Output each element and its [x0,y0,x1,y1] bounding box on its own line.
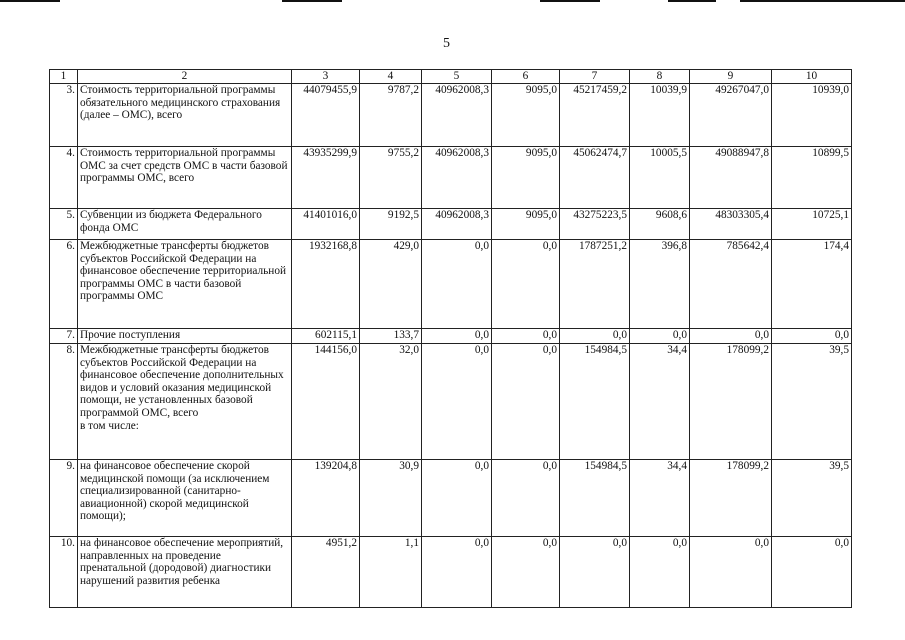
top-rule-2 [282,0,342,2]
value-cell: 154984,5 [560,460,630,537]
row-label: Межбюджетные трансферты бюджетов субъектов Российской Федерации на финансовое обеспечение территориальной программы ОМС в части базовой программы ОМС [78,240,292,329]
header-cell: 10 [772,70,852,84]
value-cell: 785642,4 [690,240,772,329]
value-cell: 396,8 [630,240,690,329]
header-cell: 3 [292,70,360,84]
value-cell: 9787,2 [360,84,422,147]
value-cell: 0,0 [422,329,492,344]
value-cell: 9755,2 [360,147,422,209]
value-cell: 45062474,7 [560,147,630,209]
row-number: 9. [50,460,78,537]
row-label: на финансовое обеспечение скорой медицинской помощи (за исключением специализированной (санитарно-авиационной) скорой медицинской помощи); [78,460,292,537]
row-number: 7. [50,329,78,344]
row-label: Прочие поступления [78,329,292,344]
value-cell: 40962008,3 [422,147,492,209]
value-cell: 10039,9 [630,84,690,147]
value-cell: 0,0 [560,537,630,608]
row-label: на финансовое обеспечение мероприятий, направленных на проведение пренатальной (дородовой) диагностики нарушений развития ребенка [78,537,292,608]
value-cell: 174,4 [772,240,852,329]
value-cell: 178099,2 [690,460,772,537]
value-cell: 139204,8 [292,460,360,537]
value-cell: 9095,0 [492,147,560,209]
value-cell: 40962008,3 [422,84,492,147]
top-rule-1 [0,0,60,2]
value-cell: 32,0 [360,344,422,460]
row-label: Стоимость территориальной программы обязательного медицинского страхования (далее – ОМС), всего [78,84,292,147]
value-cell: 1,1 [360,537,422,608]
value-cell: 39,5 [772,460,852,537]
value-cell: 154984,5 [560,344,630,460]
value-cell: 144156,0 [292,344,360,460]
header-row [50,70,852,84]
header-cell: 2 [78,70,292,84]
value-cell: 0,0 [630,329,690,344]
value-cell: 0,0 [422,537,492,608]
value-cell: 9192,5 [360,209,422,240]
table-row [50,240,852,329]
top-rule-4 [668,0,716,2]
row-number: 10. [50,537,78,608]
value-cell: 0,0 [630,537,690,608]
value-cell: 133,7 [360,329,422,344]
value-cell: 0,0 [492,460,560,537]
value-cell: 30,9 [360,460,422,537]
value-cell: 0,0 [422,460,492,537]
value-cell: 45217459,2 [560,84,630,147]
value-cell: 0,0 [690,329,772,344]
row-label: Межбюджетные трансферты бюджетов субъектов Российской Федерации на финансовое обеспечение дополнительных видов и условий оказания медицинской помощи, не установленных базовой программой ОМС, всего в том числе: [78,344,292,460]
value-cell: 0,0 [690,537,772,608]
header-cell: 8 [630,70,690,84]
value-cell: 34,4 [630,344,690,460]
row-number: 8. [50,344,78,460]
value-cell: 49088947,8 [690,147,772,209]
value-cell: 44079455,9 [292,84,360,147]
value-cell: 178099,2 [690,344,772,460]
value-cell: 43935299,9 [292,147,360,209]
value-cell: 0,0 [492,240,560,329]
row-number: 5. [50,209,78,240]
value-cell: 0,0 [492,344,560,460]
row-label: Субвенции из бюджета Федерального фонда ОМС [78,209,292,240]
value-cell: 1932168,8 [292,240,360,329]
value-cell: 429,0 [360,240,422,329]
row-number: 3. [50,84,78,147]
table-row [50,460,852,537]
table-row [50,209,852,240]
value-cell: 9608,6 [630,209,690,240]
table-row [50,329,852,344]
row-label: Стоимость территориальной программы ОМС за счет средств ОМС в части базовой программы ОМС, всего [78,147,292,209]
value-cell: 40962008,3 [422,209,492,240]
value-cell: 10899,5 [772,147,852,209]
value-cell: 0,0 [492,329,560,344]
value-cell: 49267047,0 [690,84,772,147]
page-number: 5 [443,36,450,51]
header-cell: 1 [50,70,78,84]
value-cell: 0,0 [422,240,492,329]
value-cell: 0,0 [772,329,852,344]
value-cell: 10005,5 [630,147,690,209]
table-row [50,344,852,460]
table-row [50,84,852,147]
value-cell: 1787251,2 [560,240,630,329]
top-rule-5 [740,0,905,2]
value-cell: 48303305,4 [690,209,772,240]
value-cell: 10939,0 [772,84,852,147]
row-number: 6. [50,240,78,329]
value-cell: 10725,1 [772,209,852,240]
header-cell: 4 [360,70,422,84]
value-cell: 0,0 [560,329,630,344]
row-number: 4. [50,147,78,209]
value-cell: 34,4 [630,460,690,537]
value-cell: 0,0 [492,537,560,608]
value-cell: 0,0 [772,537,852,608]
table-row [50,147,852,209]
table-row [50,537,852,608]
value-cell: 602115,1 [292,329,360,344]
value-cell: 41401016,0 [292,209,360,240]
header-cell: 6 [492,70,560,84]
financial-table [49,69,852,608]
value-cell: 0,0 [422,344,492,460]
header-cell: 5 [422,70,492,84]
top-rule-3 [540,0,600,2]
value-cell: 43275223,5 [560,209,630,240]
value-cell: 9095,0 [492,209,560,240]
value-cell: 4951,2 [292,537,360,608]
value-cell: 39,5 [772,344,852,460]
value-cell: 9095,0 [492,84,560,147]
header-cell: 9 [690,70,772,84]
header-cell: 7 [560,70,630,84]
